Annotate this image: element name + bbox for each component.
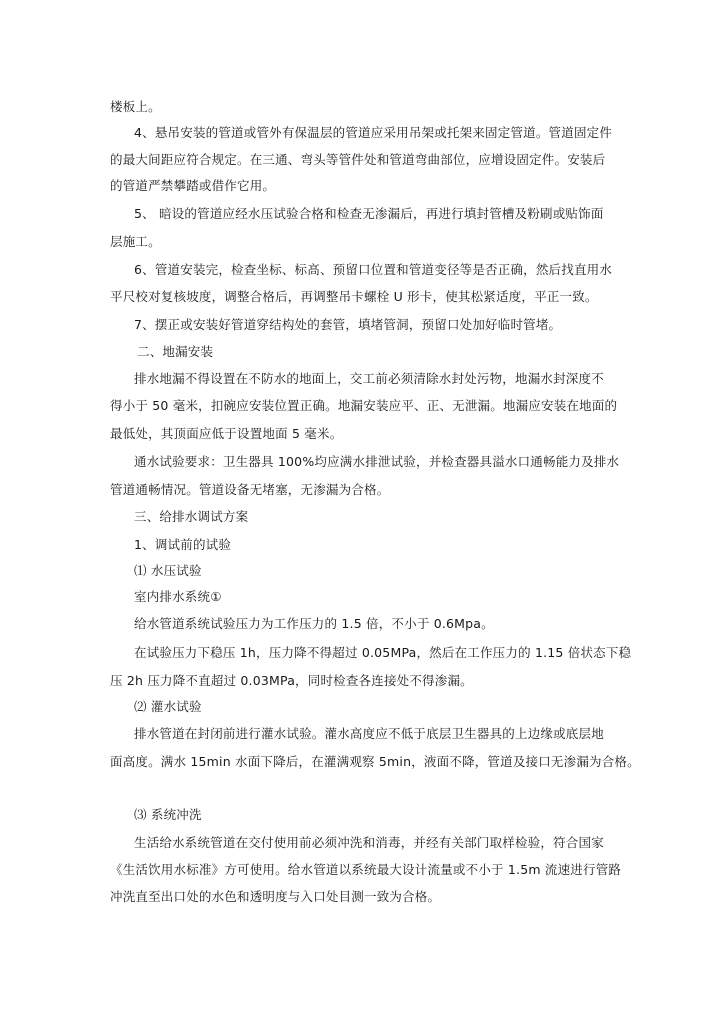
text-line: 6、管道安装完，检查坐标、标高、预留口位置和管道变径等是否正确，然后找直用水 (134, 262, 613, 277)
text-line: 层施工。 (110, 234, 161, 249)
text-line: 的管道严禁攀踏或借作它用。 (110, 178, 276, 193)
text-line: 排水管道在封闭前进行灌水试验。灌水高度应不低于底层卫生器具的上边缘或底层地 (134, 726, 604, 741)
text-line: 最低处，其顶面应低于设置地面 5 毫米。 (110, 426, 343, 441)
text-line: 通水试验要求：卫生器具 100%均应满水排泄试验，并检查器具溢水口通畅能力及排水 (134, 454, 620, 469)
text-line: 7、摆正或安装好管道穿结构处的套管，填堵管洞，预留口处加好临时管堵。 (134, 317, 562, 332)
text-line: 得小于 50 毫米，扣碗应安装位置正确。地漏安装应平、正、无泄漏。地漏应安装在地面的 (110, 398, 618, 413)
text-line: 的最大间距应符合规定。在三通、弯头等管件处和管道弯曲部位，应增设固定件。安装后 (110, 152, 606, 167)
subsection-heading: ⑴ 水压试验 (134, 563, 202, 578)
subsection-heading: 1、调试前的试验 (134, 537, 232, 552)
section-heading: 二、地漏安装 (137, 344, 214, 359)
text-line: 生活给水系统管道在交付使用前必须冲洗和消毒，并经有关部门取样检验，符合国家 (134, 835, 604, 850)
section-heading: 三、给排水调试方案 (134, 509, 249, 524)
text-line: 冲洗直至出口处的水色和透明度与入口处目测一致为合格。 (110, 889, 441, 904)
text-line: 面高度。满水 15min 水面下降后，在灌满观察 5min，液面不降，管道及接口无渗漏为合格。 (110, 754, 640, 769)
text-line: 4、悬吊安装的管道或管外有保温层的管道应采用吊架或托架来固定管道。管道固定件 (134, 125, 613, 140)
text-line: 平尺校对复核坡度，调整合格后，再调整吊卡螺栓 U 形卡，使其松紧适度，平正一致。 (110, 289, 598, 304)
text-line: 《生活饮用水标准》方可使用。给水管道以系统最大设计流量或不小于 1.5m 流速进行管路 (110, 862, 622, 877)
text-line: 在试验压力下稳压 1h，压力降不得超过 0.05MPa，然后在工作压力的 1.15 倍状态下稳 (134, 645, 632, 660)
text-line: 室内排水系统① (134, 589, 222, 604)
text-line: 楼板上。 (110, 99, 161, 114)
subsection-heading: ⑶ 系统冲洗 (134, 807, 202, 822)
text-line: 5、 暗设的管道应经水压试验合格和检查无渗漏后，再进行填封管槽及粉刷或贴饰面 (134, 206, 604, 221)
text-line: 排水地漏不得设置在不防水的地面上，交工前必须清除水封处污物，地漏水封深度不 (134, 371, 604, 386)
text-line: 给水管道系统试验压力为工作压力的 1.5 倍，不小于 0.6Mpa。 (134, 616, 494, 631)
subsection-heading: ⑵ 灌水试验 (134, 699, 202, 714)
text-line: 压 2h 压力降不直超过 0.03MPa，同时检查各连接处不得渗漏。 (110, 673, 473, 688)
text-line: 管道通畅情况。管道设备无堵塞，无渗漏为合格。 (110, 482, 390, 497)
